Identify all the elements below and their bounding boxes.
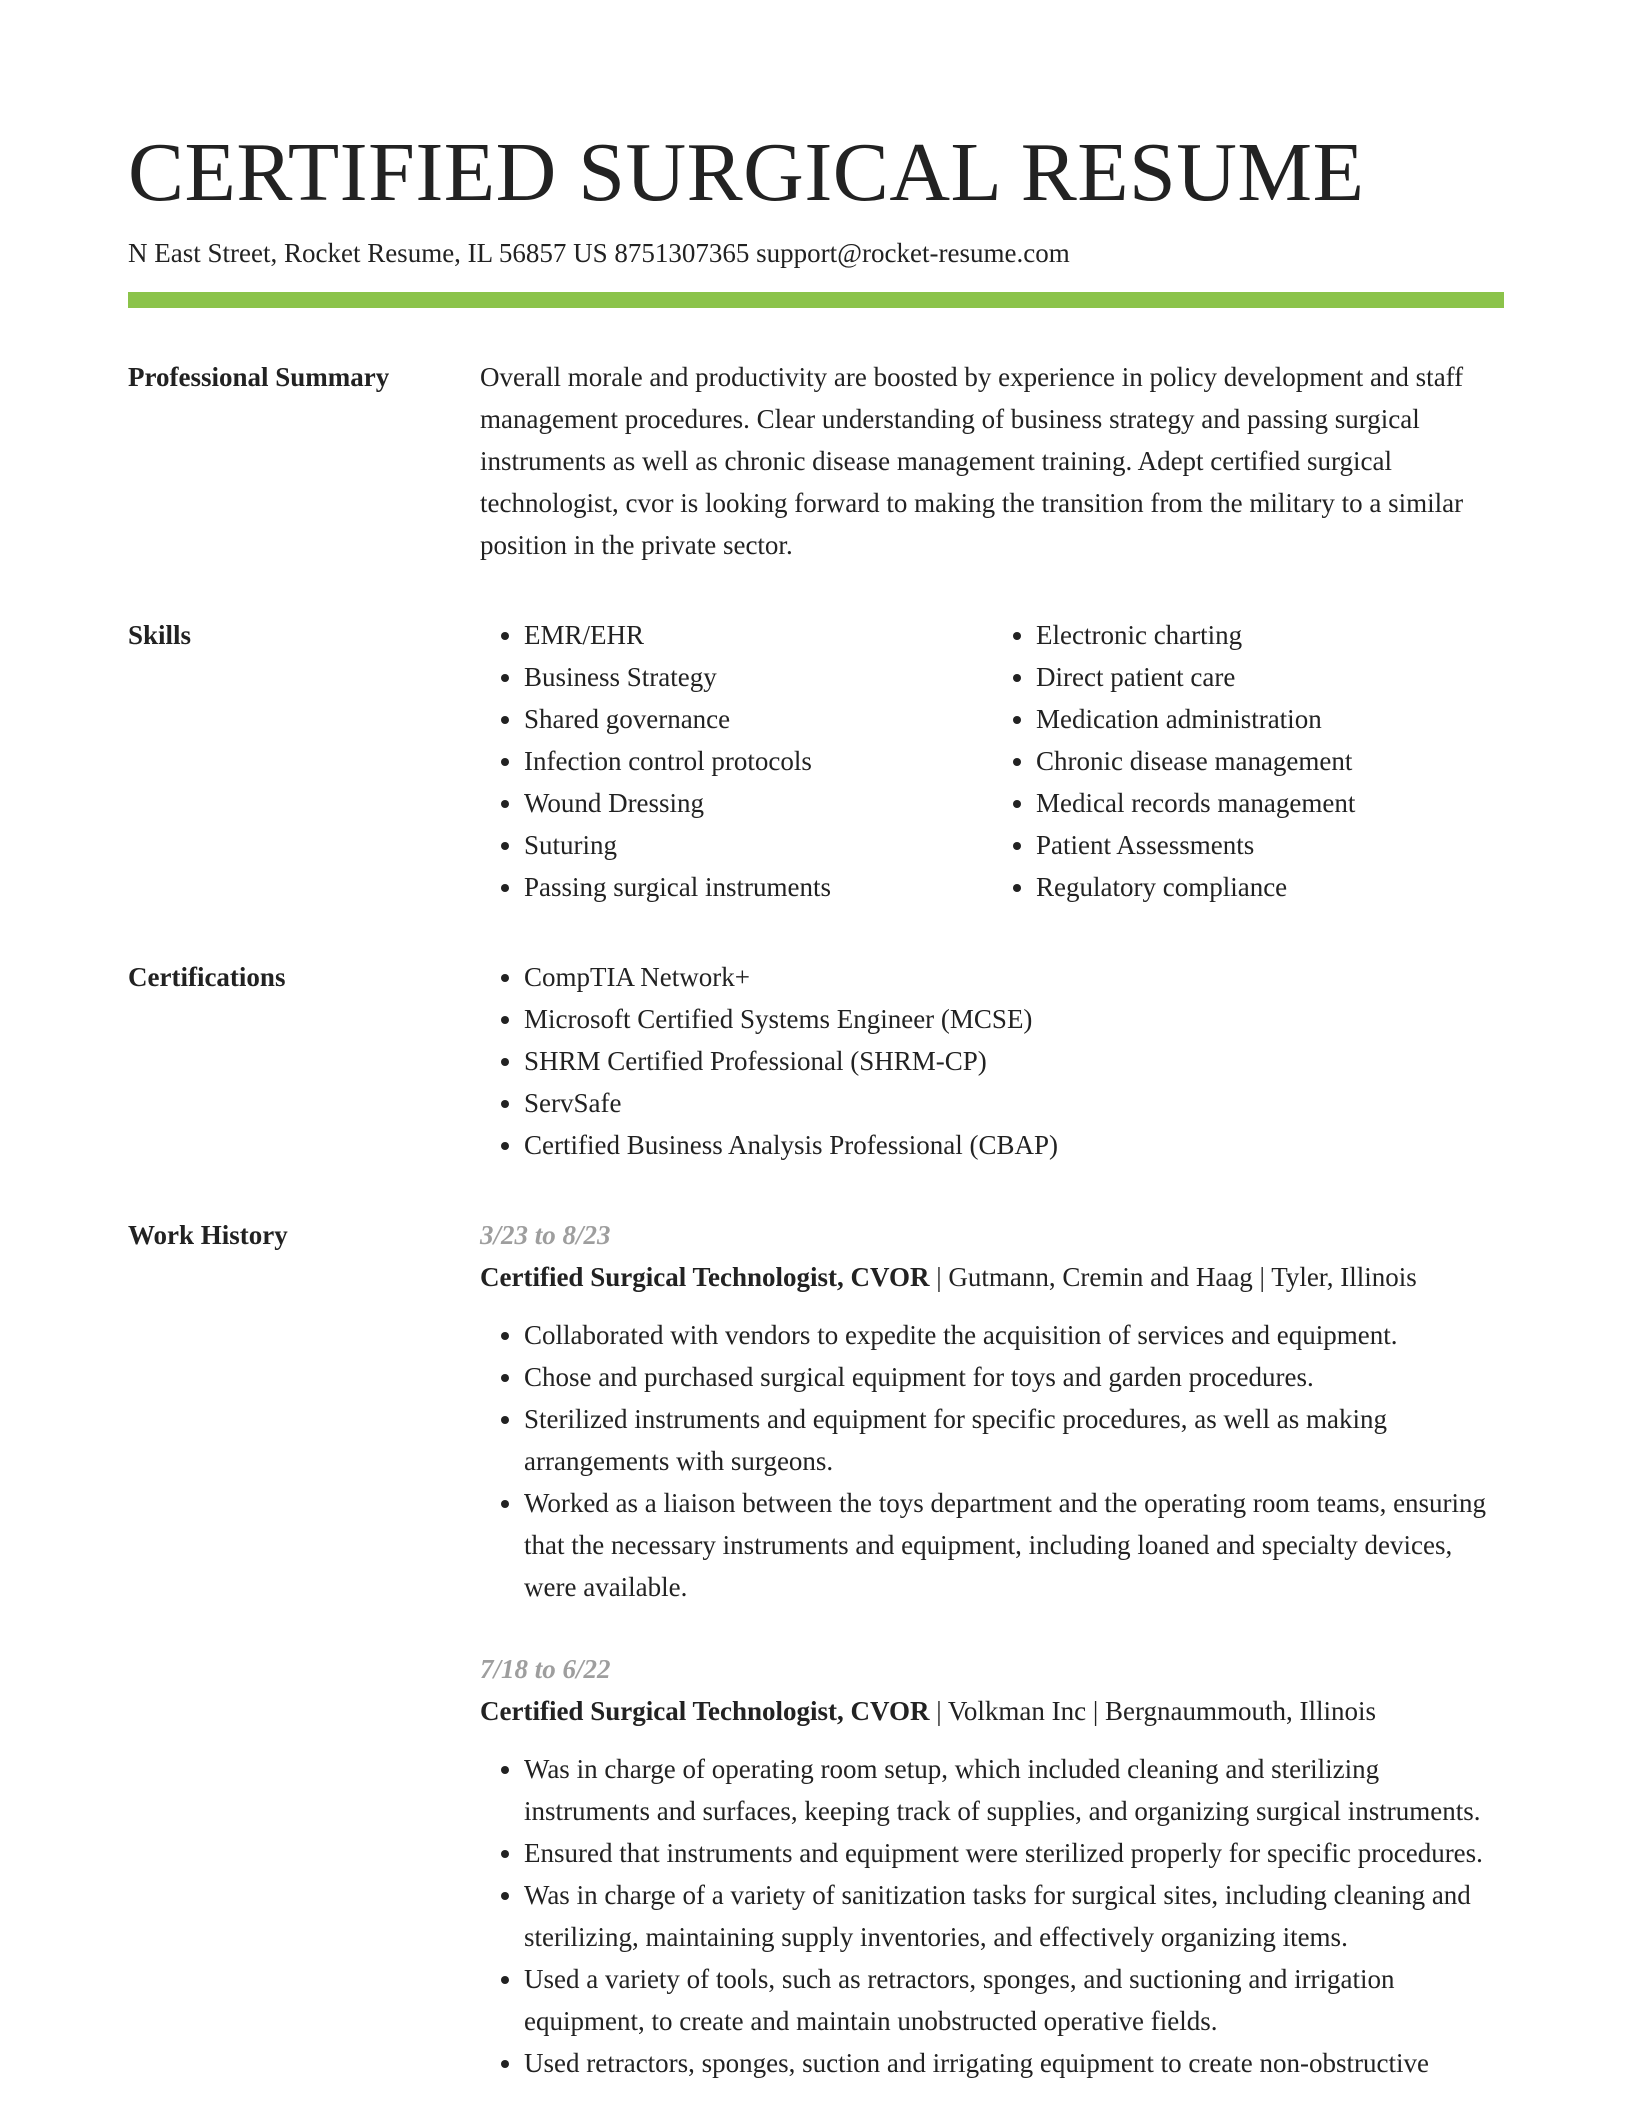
job-entry — [480, 1648, 1504, 2084]
skill-item: • Medication administration — [1036, 698, 1504, 740]
work-history-content — [480, 1214, 1504, 2124]
resume-page — [128, 120, 1504, 2124]
skills-label: Skills — [128, 620, 192, 650]
job-bullet: • Ensured that instruments and equipment were sterilized properly for specific procedures. — [524, 1832, 1504, 1874]
job-bullet: • Worked as a liaison between the toys department and the operating room teams, ensuring that the necessary instruments and equipment, including loaned and specialty devices, were available. — [524, 1482, 1504, 1608]
certification-item: • SHRM Certified Professional (SHRM-CP) — [524, 1040, 1504, 1082]
certifications-label: Certifications — [128, 962, 286, 992]
job-dates: 7/18 to 6/22 — [480, 1654, 611, 1684]
skills-section — [128, 614, 1504, 908]
certifications-list — [480, 956, 1504, 1166]
summary-text: Overall morale and productivity are boosted by experience in policy development and staff management procedures. Clear understanding of business strategy and passing surgical instruments as well as chronic disease management training. Adept certified surgical technologist, cvor is looking forward to making the transition from the military to a similar position in the private sector. — [480, 362, 1464, 560]
certification-item: • ServSafe — [524, 1082, 1504, 1124]
certifications-content — [480, 956, 1504, 1166]
summary-content — [480, 356, 1504, 566]
certification-item: • Certified Business Analysis Professional (CBAP) — [524, 1124, 1504, 1166]
skill-item: • Passing surgical instruments — [524, 866, 992, 908]
skill-item: • Shared governance — [524, 698, 992, 740]
job-title-line — [480, 1690, 1504, 1732]
summary-label: Professional Summary — [128, 362, 390, 392]
job-bullet: • Was in charge of a variety of sanitization tasks for surgical sites, including cleaning and sterilizing, maintaining supply inventories, and effectively organizing items. — [524, 1874, 1504, 1958]
skills-columns — [480, 614, 1504, 908]
skill-item: • Medical records management — [1036, 782, 1504, 824]
resume-name: CERTIFIED SURGICAL RESUME — [128, 126, 1365, 219]
certification-item: • CompTIA Network+ — [524, 956, 1504, 998]
skill-item: • Business Strategy — [524, 656, 992, 698]
job-title: Certified Surgical Technologist, CVOR — [480, 1696, 930, 1726]
work-history-label: Work History — [128, 1220, 288, 1250]
job-dates: 3/23 to 8/23 — [480, 1220, 611, 1250]
job-bullet: • Sterilized instruments and equipment for specific procedures, as well as making arrangements with surgeons. — [524, 1398, 1504, 1482]
skills-content — [480, 614, 1504, 908]
skills-list-left — [480, 614, 992, 908]
skill-item: • Regulatory compliance — [1036, 866, 1504, 908]
job-details: | Gutmann, Cremin and Haag | Tyler, Illinois — [929, 1262, 1417, 1292]
skill-item: • Electronic charting — [1036, 614, 1504, 656]
skill-item: • Infection control protocols — [524, 740, 992, 782]
job-title-line — [480, 1256, 1504, 1298]
job-bullet: • Chose and purchased surgical equipment for toys and garden procedures. — [524, 1356, 1504, 1398]
job-title: Certified Surgical Technologist, CVOR — [480, 1262, 930, 1292]
job-details: | Volkman Inc | Bergnaummouth, Illinois — [929, 1696, 1377, 1726]
job-bullet: • Used a variety of tools, such as retractors, sponges, and suctioning and irrigation equipment, to create and maintain unobstructed operative fields. — [524, 1958, 1504, 2042]
job-bullet: • Collaborated with vendors to expedite the acquisition of services and equipment. — [524, 1314, 1504, 1356]
job-bullet: • Used retractors, sponges, suction and irrigating equipment to create non-obstructive — [524, 2042, 1504, 2084]
skill-item: • Direct patient care — [1036, 656, 1504, 698]
skill-item: • EMR/EHR — [524, 614, 992, 656]
job-entry — [480, 1214, 1504, 1608]
skill-item: • Wound Dressing — [524, 782, 992, 824]
job-bullet: • Was in charge of operating room setup, which included cleaning and sterilizing instruments and surfaces, keeping track of supplies, and organizing surgical instruments. — [524, 1748, 1504, 1832]
job-bullets — [480, 1314, 1504, 1608]
certifications-section — [128, 956, 1504, 1166]
contact-line: N East Street, Rocket Resume, IL 56857 US 8751307365 support@rocket-resume.com — [128, 238, 1070, 268]
job-bullets — [480, 1748, 1504, 2084]
skills-list-right — [992, 614, 1504, 908]
certification-item: • Microsoft Certified Systems Engineer (MCSE) — [524, 998, 1504, 1040]
skill-item: • Suturing — [524, 824, 992, 866]
work-history-section — [128, 1214, 1504, 2124]
header-accent-rule — [128, 292, 1504, 308]
skill-item: • Chronic disease management — [1036, 740, 1504, 782]
skill-item: • Patient Assessments — [1036, 824, 1504, 866]
summary-section — [128, 356, 1504, 566]
